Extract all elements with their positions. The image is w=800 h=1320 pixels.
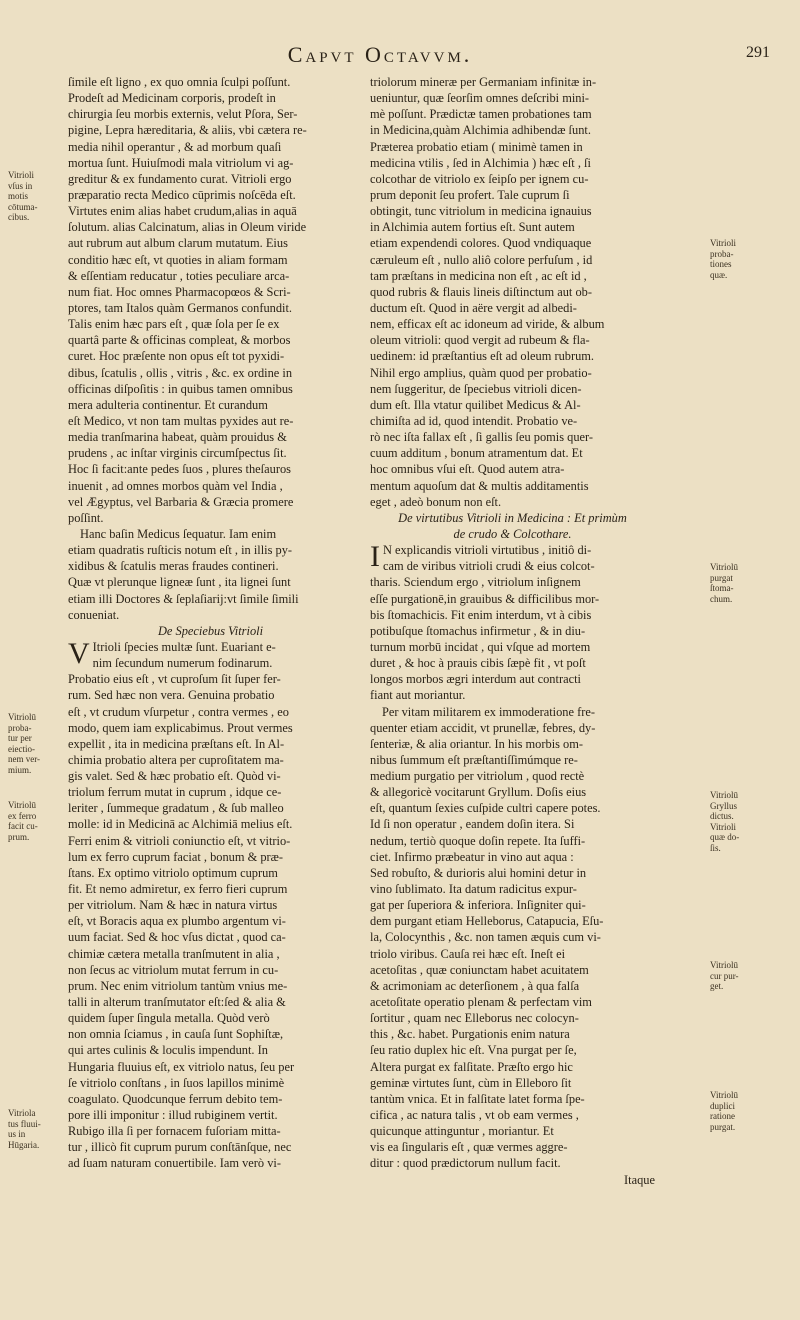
margin-note-line: Vitrioli <box>710 238 736 248</box>
left-column-line: mortua ſunt. Huiuſmodi mala vitriolum vi ag- <box>68 155 294 170</box>
right-column-line: nem ſuggeritur, de ſpeciebus vitrioli dicen- <box>370 381 582 396</box>
right-column-line: ditur : quod prædictorum nullum facit. <box>370 1156 561 1171</box>
margin-note-line: eiectio- <box>8 743 35 754</box>
drop-cap: I <box>370 540 380 574</box>
margin-note-line: ratione <box>710 1111 735 1121</box>
left-column-line: media tranſmarina habeat, quàm prouidus & <box>68 430 287 445</box>
left-column-line: ad ſuam naturam conuertibile. Iam verò vi- <box>68 1156 281 1171</box>
right-column-line: quicunque attinguntur , moriantur. Et <box>370 1124 554 1139</box>
margin-note-line: Vitriolū <box>8 800 36 810</box>
right-column-line: acetoſitate operatio plenam & perfectam vim <box>370 995 592 1010</box>
margin-note-line: duplici <box>710 1100 735 1111</box>
margin-note-right-1 <box>710 238 780 280</box>
right-column-line: Itaque <box>624 1172 655 1187</box>
right-column-line: dum eſt. Illa vtatur quilibet Medicus & Al- <box>370 397 581 412</box>
margin-note-line: vſus in <box>8 180 33 191</box>
margin-note-line: Gryllus <box>710 800 737 811</box>
right-column-line: triolo viribus. Cauſa rei hæc eſt. Ineſt ei <box>370 946 566 961</box>
left-column-line: conueniat. <box>68 607 120 622</box>
margin-note-line: cur pur- <box>710 970 739 981</box>
left-column <box>68 74 353 1172</box>
left-column-line: nim ſecundum numerum fodinarum. <box>92 656 273 671</box>
left-column-line: quartâ parte & officinas compleat, & morbos <box>68 333 291 348</box>
right-column-line: ciet. Infirmo præbeatur in vino aut aqua : <box>370 849 574 864</box>
left-column-line: etiam illi Doctores & ſeplaſiarij:vt ſimile ſimili <box>68 591 299 606</box>
margin-note-left-2 <box>8 712 64 775</box>
margin-note-right-5 <box>710 1090 780 1132</box>
right-column-line: de crudo & Colcothare. <box>453 526 572 541</box>
margin-note-line: mium. <box>8 764 32 775</box>
right-column-line: ſenteriæ, & alia oriantur. In his morbis om- <box>370 736 584 751</box>
left-column-line: Virtutes enim alias habet crudum,alias in aquā <box>68 204 297 219</box>
margin-note-line: Vitrioli <box>8 170 34 180</box>
left-column-line: ſimile eſt ligno , ex quo omnia ſculpi poſſunt. <box>68 75 291 89</box>
margin-note-line: tiones <box>710 259 732 269</box>
margin-note-line: Vitriolū <box>710 562 738 572</box>
margin-note-line: facit cu- <box>8 821 38 831</box>
left-column-line: Prodeſt ad Medicinam corporis, prodeſt in <box>68 91 276 106</box>
right-column-line: gat per ſuperiora & inferiora. Inſigniter qui- <box>370 898 586 913</box>
left-column-line: curet. Hoc præſente non opus eſt tot pyxidi- <box>68 349 285 364</box>
left-column-line: ſe vitriolo conſtans , in ſuos lapillos minimè <box>68 1075 285 1090</box>
right-column-line: acetoſitas , quæ coniunctam habet acuitatem <box>370 962 589 977</box>
right-column-line: cæruleum eſt , nullo aliô colore perfuſum , id <box>370 252 593 267</box>
line-text: Itrioli ſpecies multæ ſunt. Euariant e- <box>92 639 276 654</box>
margin-note-line: purgat. <box>710 1121 736 1132</box>
right-column-line: chimiſta ad id, quod intendit. Probatio ve- <box>370 413 578 428</box>
right-column-line: eſſe purgationē,in grauibus & difficilibus mor- <box>370 591 600 606</box>
margin-note-line: motis <box>8 191 29 201</box>
left-column-line: media nihil operantur , & ad morbum quaſi <box>68 139 282 154</box>
margin-note-line: cōtuma- <box>8 201 38 212</box>
margin-note-line: tus fluui- <box>8 1118 41 1129</box>
drop-cap: V <box>68 636 90 670</box>
right-column-line: medicina vtilis , ſed in Alchimia ) hæc eſt , ſi <box>370 155 591 170</box>
right-column-line: nem, efficax eſt ac idoneum ad viride, & album <box>370 317 605 332</box>
right-column-line: triolorum mineræ per Germaniam infinitæ in- <box>370 75 597 89</box>
left-column-line: xidibus & ſcatulis meras fraudes contineri. <box>68 559 279 574</box>
right-column-line: medium purgatio per vitriolum , quod rectè <box>370 769 585 784</box>
left-column-line: eſt , vt crudum vſurpetur , contra vermes , eo <box>68 704 289 719</box>
left-column-line: num fiat. Hoc omnes Pharmacopœos & Scri- <box>68 284 291 299</box>
left-column-line: fit. Et nemo admiretur, ex ferro fieri cuprum <box>68 882 288 897</box>
left-column-line: De Speciebus Vitrioli <box>157 623 264 638</box>
right-column-line: nibus ſummum eſt præſtantiſſimúmque re- <box>370 752 578 767</box>
right-column-line: mè poſſunt. Prædictæ tamen probationes tam <box>370 107 592 122</box>
margin-note-line: ſtoma- <box>710 583 734 593</box>
margin-note-line: ſis. <box>710 842 721 853</box>
left-column-line: vel Ægyptus, vel Barbaria & Græcia promere <box>68 494 294 509</box>
right-column-line: Nihil ergo amplius, quàm quod per probatio- <box>370 365 592 380</box>
right-column-line: Id ſi non operatur , eandem doſin itera. Si <box>370 817 575 832</box>
left-column-line: talli in alterum tranſmutator eſt:ſed & alia & <box>68 995 286 1010</box>
left-column-line: leriter , ſummeque gradatum , & ſub malleo <box>68 801 284 816</box>
right-column-line: cuum additum , bonum atramentum dat. Et <box>370 446 583 461</box>
right-column-line: longos morbos ægri interdum aut contracti <box>370 672 581 687</box>
right-column-line: vis ea ſingularis eſt , quæ vermes aggre- <box>370 1140 568 1155</box>
right-column-line: Sed robuſto, & durioris alui homini detur in <box>370 865 587 880</box>
left-column-line: quidem ſuper ſingula metalla. Quòd verò <box>68 1011 270 1026</box>
left-column-line: inuenit , ad omnes morbos quàm vel India , <box>68 478 283 493</box>
right-column <box>370 74 655 1188</box>
left-column-line: prum. Nec enim vitriolum tantùm vnius me- <box>68 978 288 993</box>
right-column-line: & allegoricè vocitarunt Gryllum. Doſis eius <box>370 785 587 800</box>
running-title: Capvt Octavvm. <box>287 42 473 67</box>
right-column-line: ſeu ratio duplex hic eſt. Vna purgat per ſe, <box>370 1043 577 1058</box>
right-column-line: Altera purgat ex falſitate. Præſto ergo hic <box>370 1059 573 1074</box>
left-column-line: chimiæ cætera metalla tranſmutent in alia , <box>68 946 280 961</box>
left-column-line: conditio hæc eſt, vt quoties in aliam formam <box>68 252 288 267</box>
margin-note-line: proba- <box>710 248 734 259</box>
right-column-line: cam de viribus vitrioli crudi & eius colcot- <box>383 559 595 574</box>
right-column-line: potibuſque ſtomachus infirmetur , & in diu- <box>370 623 586 638</box>
margin-note-left-4 <box>8 1108 64 1150</box>
left-column-line: expellit , ita in medicina præſtans eſt. In Al- <box>68 736 285 751</box>
margin-note-line: tur per <box>8 733 32 743</box>
left-column-line: ſtans. Ex optimo vitriolo optimum cuprum <box>68 865 278 880</box>
margin-note-right-4 <box>710 960 780 992</box>
margin-note-line: cibus. <box>8 212 30 222</box>
right-column-line: hoc omnibus vſui eſt. Quod autem atra- <box>370 462 565 477</box>
margin-note-line: quæ. <box>710 269 728 280</box>
right-column-line: oleum vitrioli: quod vergit ad rubeum & fla- <box>370 333 590 348</box>
margin-note-line: chum. <box>710 593 733 604</box>
margin-note-line: purgat <box>710 572 733 583</box>
left-column-line: Hanc baſin Medicus ſequatur. Iam enim <box>80 526 277 541</box>
left-column-line: præparatio recta Medico cūprimis noſcēda eſt. <box>68 187 296 202</box>
left-column-line: ptores, tam Italos quàm Germanos confundit. <box>68 300 293 315</box>
left-column-line: molle: id in Medicinā ac Alchimiā melius eſt. <box>68 817 293 832</box>
margin-note-line: prum. <box>8 831 30 842</box>
left-column-line: Probatio eius eſt , vt cuproſum ſit ſuper fer- <box>68 672 281 687</box>
right-column-line: bis ſtomachicis. Fit enim interdum, vt à cibis <box>370 607 592 622</box>
left-column-line: rum. Sed hæc non vera. Genuina probatio <box>68 688 275 703</box>
margin-note-line: get. <box>710 981 724 991</box>
right-column-line: this , &c. habet. Purgationis enim natura <box>370 1027 570 1042</box>
left-column-line: chirurgia ſeu morbis externis, velut Pſora, Ser- <box>68 107 298 122</box>
left-column-line: mera adulteria continentur. Et curandum <box>68 397 268 412</box>
right-column-line: etiam expendendi colores. Quod vndiquaque <box>370 236 592 251</box>
margin-note-right-2 <box>710 562 780 604</box>
margin-note-left-1 <box>8 170 64 223</box>
left-column-line: non omnia ſciamus , in cauſa ſunt Sophiſtæ, <box>68 1027 284 1042</box>
right-column-line: ueniuntur, quæ ſeorſim omnes deſcribi mini- <box>370 91 590 106</box>
right-column-line: turnum morbū incidat , qui vſque ad mortem <box>370 639 591 654</box>
left-column-line: uum faciat. Sed & hoc vſus dictat , quod ca- <box>68 930 286 945</box>
right-column-line: tantùm vnica. Et in falſitate latet forma ſpe- <box>370 1091 585 1106</box>
margin-note-line: Vitrioli <box>710 821 736 832</box>
right-column-line: duret , & hoc à prauis cibis ſæpè fit , vt poſt <box>370 656 586 671</box>
right-column-line: in Medicina,quàm Alchimia adhibendæ ſunt. <box>370 123 591 138</box>
left-column-line: pigine, Lepra hæreditaria, & aliis, vbi cætera re- <box>68 123 307 138</box>
right-column-line: prum deponit ſeu profert. Tale cuprum ſi <box>370 187 570 202</box>
left-column-line: aut rubrum aut album clarum mutatum. Eius <box>68 236 288 251</box>
left-column-line: Hoc ſi facit:ante pedes ſuos , plures theſauros <box>68 462 291 477</box>
margin-note-line: Vitriolū <box>8 712 36 722</box>
right-column-line: Per vitam militarem ex immoderatione fre- <box>382 704 595 719</box>
right-column-line: cifica , ac natura talis , vt ob eam vermes , <box>370 1108 579 1123</box>
left-column-line: greditur & ex fundamento curat. Vitrioli ergo <box>68 171 292 186</box>
right-column-line: dem purgant etiam Helleborus, Catapucia, Eſu- <box>370 914 604 929</box>
right-column-line: ſortitur , quam nec Elleborus nec colocyn- <box>370 1011 579 1026</box>
left-column-line: non ſecus ac vitriolum mutat ferrum in cu- <box>68 962 279 977</box>
margin-note-line: dictus. <box>710 811 734 821</box>
right-column-line: nedum, tertiò quoque doſin repete. Ita ſuffi- <box>370 833 586 848</box>
left-column-line: Talis enim hæc pars eſt , quæ ſola per ſe ex <box>68 317 280 332</box>
left-column-line: triolum ferrum mutat in cuprum , idque ce- <box>68 785 282 800</box>
margin-note-line: quæ do- <box>710 832 740 842</box>
margin-note-line: us in <box>8 1129 26 1139</box>
left-column-line: Ferri enim & vitrioli coniunctio eſt, vt vitrio- <box>68 833 291 848</box>
right-column-line: eſt, quantum ſexies cuſpide cultri capere potes. <box>370 801 601 816</box>
right-column-line: in Alchimia autem fortius eſt. Sunt autem <box>370 220 575 235</box>
left-column-line: tur , illicò fit cuprum purum conſtānſque, nec <box>68 1140 292 1155</box>
left-column-line: Hungaria fluuius eſt, ex vitriolo natus, ſeu per <box>68 1059 295 1074</box>
right-column-line: obtingit, tunc vitriolum in medicina ignauius <box>370 204 592 219</box>
left-column-line: pore illi imponitur : illud rubiginem vertit. <box>68 1108 278 1123</box>
margin-note-line: Vitriolū <box>710 1090 738 1100</box>
left-column-line: & eſſentiam reducatur , toties peculiare arca- <box>68 268 290 283</box>
right-column-line: Præterea probatio etiam ( minimè tamen in <box>370 139 583 154</box>
margin-note-line: ex ferro <box>8 810 37 821</box>
right-column-line: uedinem: id præſtantius eſt ad oleum rubrum. <box>370 349 595 364</box>
margin-note-line: Vitriolū <box>710 960 738 970</box>
left-column-line: per vitriolum. Nam & hæc in natura virtus <box>68 898 278 913</box>
left-column-line: prudens , ac inſtar virginis circumſpectus ſit. <box>68 446 287 461</box>
left-column-line: coagulato. Quodcunque ferrum debito tem- <box>68 1091 283 1106</box>
left-column-line: lum ex ferro cuprum faciat , bonum & præ- <box>68 849 284 864</box>
left-column-line: Quæ vt plerunque ligneæ ſunt , ita lignei ſunt <box>68 575 291 590</box>
margin-note-line: proba- <box>8 722 32 733</box>
left-column-line: eſt, vt Boracis aqua ex plumbo argentum vi- <box>68 914 286 929</box>
left-column-line: poſſint. <box>68 510 104 525</box>
margin-note-left-3 <box>8 800 64 842</box>
margin-note-line: Hūgaria. <box>8 1139 40 1150</box>
left-column-line: Rubigo illa ſi per fornacem fuſoriam mitta- <box>68 1124 281 1139</box>
margin-note-line: nem ver- <box>8 754 41 764</box>
line-text: N explicandis vitrioli virtutibus , initiô di- <box>383 543 592 558</box>
right-column-line: tam præſtans in medicina non eſt , ac eſt id , <box>370 268 587 283</box>
left-column-line: qui artes culinis & loculis impendunt. In <box>68 1043 268 1058</box>
left-column-line: modo, quem iam explicabimus. Prout vermes <box>68 720 293 735</box>
left-column-line: eſt Medico, vt non tam multas pyxides aut re- <box>68 413 294 428</box>
right-column-line: vino ſublimato. Ita datum radicitus expur- <box>370 882 577 897</box>
right-column-line: & acrimoniam ac deterſionem , à qua falſa <box>370 978 580 993</box>
margin-note-right-3 <box>710 790 780 853</box>
right-column-line: quod rubris & flauis lineis diſtinctum aut ob- <box>370 284 592 299</box>
left-column-line: officinas diſpoſitis : in quibus tamen omnibus <box>68 381 293 396</box>
right-column-line: tharis. Sciendum ergo , vitriolum inſignem <box>370 575 581 590</box>
right-column-line: fiant aut moriantur. <box>370 688 466 703</box>
right-column-line: mentum aquoſum dat & multis additamentis <box>370 478 589 493</box>
right-column-line: quenter etiam accidit, vt prunellæ, febres, dy- <box>370 720 596 735</box>
right-column-line: la, Colocynthis , &c. non tamen æquis cum vi- <box>370 930 601 945</box>
left-column-line: dibus, ſcatulis , ollis , vitris , &c. ex ordine in <box>68 365 293 380</box>
margin-note-line: Vitriola <box>8 1108 36 1118</box>
right-column-line: eget , adeò bonum non eſt. <box>370 494 502 509</box>
left-column-line: ſolutum. alias Calcinatum, alias in Oleum viride <box>68 220 307 235</box>
right-column-line: De virtutibus Vitrioli in Medicina : Et primùm <box>398 510 627 525</box>
margin-note-line: Vitriolū <box>710 790 738 800</box>
left-column-line: chimia probatio altera per cuproſitatem ma- <box>68 752 284 767</box>
right-column-line: ductum eſt. Quod in aëre vergit ad albedi- <box>370 300 577 315</box>
right-column-line: geminæ virtutes ſunt, cùm in Elleboro ſit <box>370 1075 572 1090</box>
page-number: 291 <box>746 44 770 61</box>
right-column-line: colcothar de vitriolo ex ſeipſo per ignem cu- <box>370 171 589 186</box>
right-column-line: rò nec iſta fallax eſt , ſi gallis ſeu pomis quer- <box>370 430 594 445</box>
left-column-line: gis valet. Sed & hæc probatio eſt. Quòd vi- <box>68 769 281 784</box>
left-column-line: etiam quadratis ruſticis notum eſt , in illis py- <box>68 543 293 558</box>
